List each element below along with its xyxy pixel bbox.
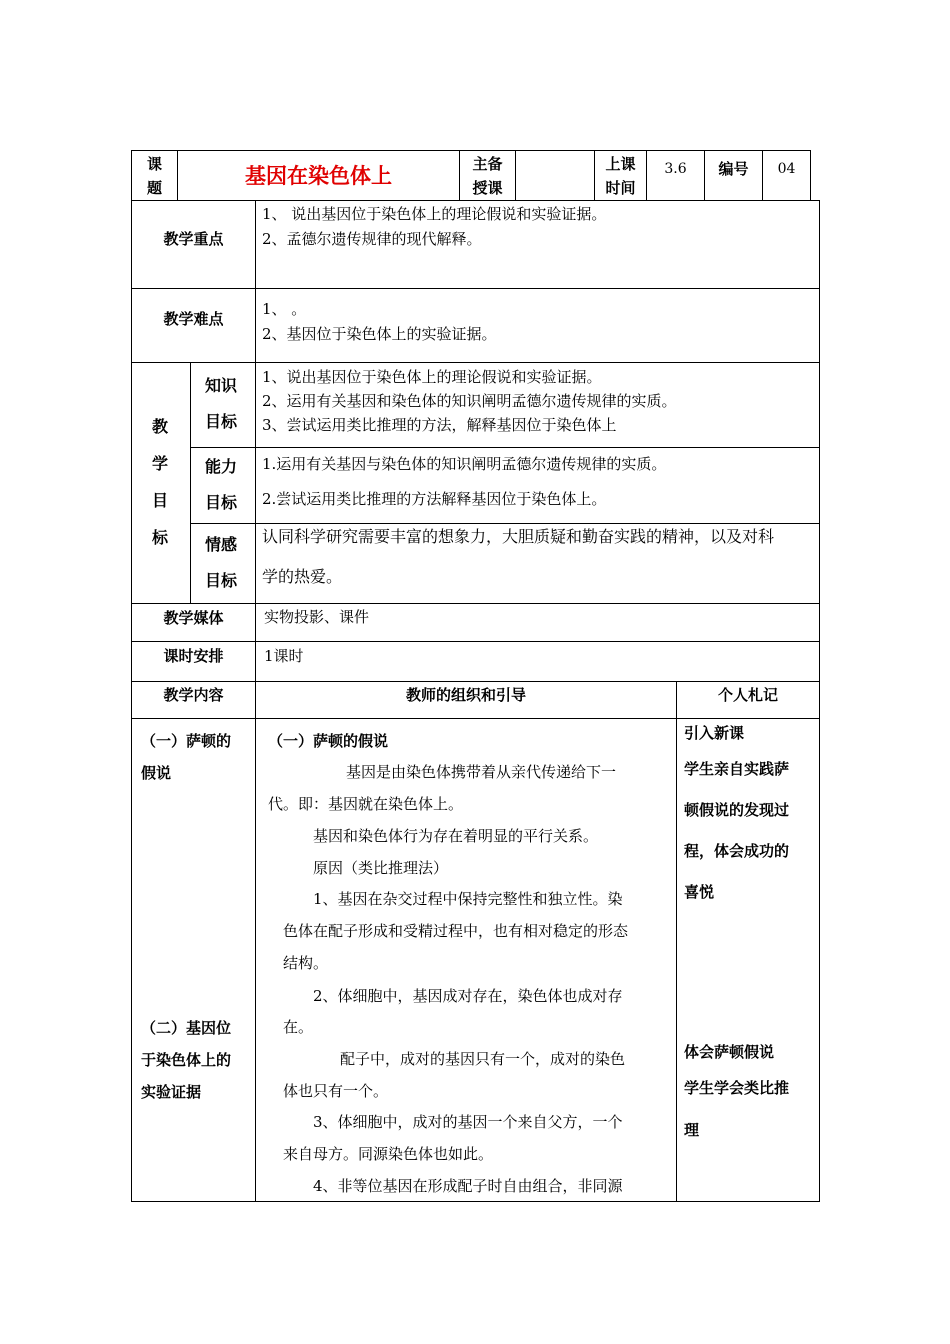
objectives-label: 教学目标 [151, 417, 168, 547]
note-line: 学生亲自实践萨 [684, 760, 790, 778]
difficulty-item: 1、 。 [262, 300, 307, 318]
row-border [190, 523, 820, 524]
guidance-line: 基因是由染色体携带着从亲代传递给下一 [346, 763, 617, 781]
schedule-value: 1课时 [264, 647, 304, 665]
content-section-1: （一）萨顿的 [141, 732, 232, 750]
teacher-label: 主备授课 [472, 154, 503, 197]
guidance-line: 体也只有一个。 [283, 1082, 389, 1100]
note-line: 喜悦 [684, 883, 715, 901]
header-personal-notes: 个人札记 [717, 686, 778, 704]
row-border [131, 362, 820, 363]
guidance-line: 色体在配子形成和受精过程中，也有相对稳定的形态 [283, 922, 629, 940]
guidance-line: 代。即：基因就在染色体上。 [268, 795, 464, 813]
guidance-heading: （一）萨顿的假说 [268, 732, 389, 750]
time-label: 上课时间 [605, 154, 636, 197]
note-line: 体会萨顿假说 [684, 1043, 775, 1061]
row-border [131, 718, 820, 719]
key-point-item: 2、孟德尔遗传规律的现代解释。 [262, 230, 482, 248]
knowledge-objective-item: 2、运用有关基因和染色体的知识阐明孟德尔遗传规律的实质。 [262, 392, 677, 410]
divider [676, 681, 677, 1202]
media-value: 实物投影、课件 [264, 608, 370, 626]
number-value: 04 [777, 160, 796, 177]
topic-label: 课题 [146, 154, 162, 197]
guidance-line: 1、基因在杂交过程中保持完整性和独立性。染 [313, 890, 623, 908]
number-label: 编号 [718, 159, 749, 178]
emotion-objective-label: 情感目标 [204, 535, 237, 590]
row-border [190, 447, 820, 448]
guidance-line: 基因和染色体行为存在着明显的平行关系。 [313, 827, 599, 845]
page-title: 基因在染色体上 [245, 163, 392, 188]
guidance-line: 2、体细胞中，基因成对存在，染色体也成对存 [313, 987, 623, 1005]
knowledge-objective-item: 3、尝试运用类比推理的方法，解释基因位于染色体上 [262, 416, 617, 434]
guidance-line: 结构。 [283, 954, 329, 972]
header-teacher-guidance: 教师的组织和引导 [405, 686, 526, 704]
header-teaching-content: 教学内容 [163, 686, 224, 704]
note-line: 学生学会类比推 [684, 1079, 790, 1097]
guidance-line: 来自母方。同源染色体也如此。 [283, 1145, 494, 1163]
note-line: 引入新课 [684, 724, 745, 742]
guidance-line: 配子中，成对的基因只有一个，成对的染色 [340, 1050, 626, 1068]
difficulty-item: 2、基因位于染色体上的实验证据。 [262, 325, 497, 343]
key-point-item: 1、 说出基因位于染色体上的理论假说和实验证据。 [262, 205, 607, 223]
divider [190, 362, 191, 603]
content-section-2: （二）基因位 [141, 1019, 232, 1037]
time-value: 3.6 [664, 160, 687, 177]
table-right-border [819, 200, 820, 1202]
note-line: 程，体会成功的 [684, 842, 790, 860]
ability-objective-item: 1.运用有关基因与染色体的知识阐明孟德尔遗传规律的实质。 [262, 455, 667, 473]
schedule-label: 课时安排 [163, 647, 224, 665]
content-section-2: 实验证据 [141, 1083, 202, 1101]
ability-objective-label: 能力目标 [204, 457, 237, 512]
divider [810, 150, 811, 200]
key-points-label: 教学重点 [163, 229, 224, 248]
content-section-2: 于染色体上的 [141, 1051, 232, 1069]
knowledge-objective-item: 1、说出基因位于染色体上的理论假说和实验证据。 [262, 368, 602, 386]
guidance-line: 4、非等位基因在形成配子时自由组合，非同源 [313, 1177, 623, 1195]
teacher-value [516, 151, 594, 200]
guidance-line: 在。 [283, 1018, 314, 1036]
table-bottom-border [131, 1201, 820, 1202]
content-section-1: 假说 [141, 764, 172, 782]
knowledge-objective-label: 知识目标 [204, 376, 237, 431]
emotion-objective-item: 认同科学研究需要丰富的想象力，大胆质疑和勤奋实践的精神，以及对科 [262, 527, 775, 546]
guidance-line: 3、体细胞中，成对的基因一个来自父方，一个 [313, 1113, 623, 1131]
ability-objective-item: 2.尝试运用类比推理的方法解释基因位于染色体上。 [262, 490, 607, 508]
emotion-objective-item: 学的热爱。 [262, 567, 343, 586]
difficulties-label: 教学难点 [163, 310, 224, 328]
note-line: 理 [684, 1121, 700, 1139]
note-line: 顿假说的发现过 [684, 801, 790, 819]
media-label: 教学媒体 [163, 609, 224, 627]
guidance-line: 原因（类比推理法） [313, 859, 449, 877]
